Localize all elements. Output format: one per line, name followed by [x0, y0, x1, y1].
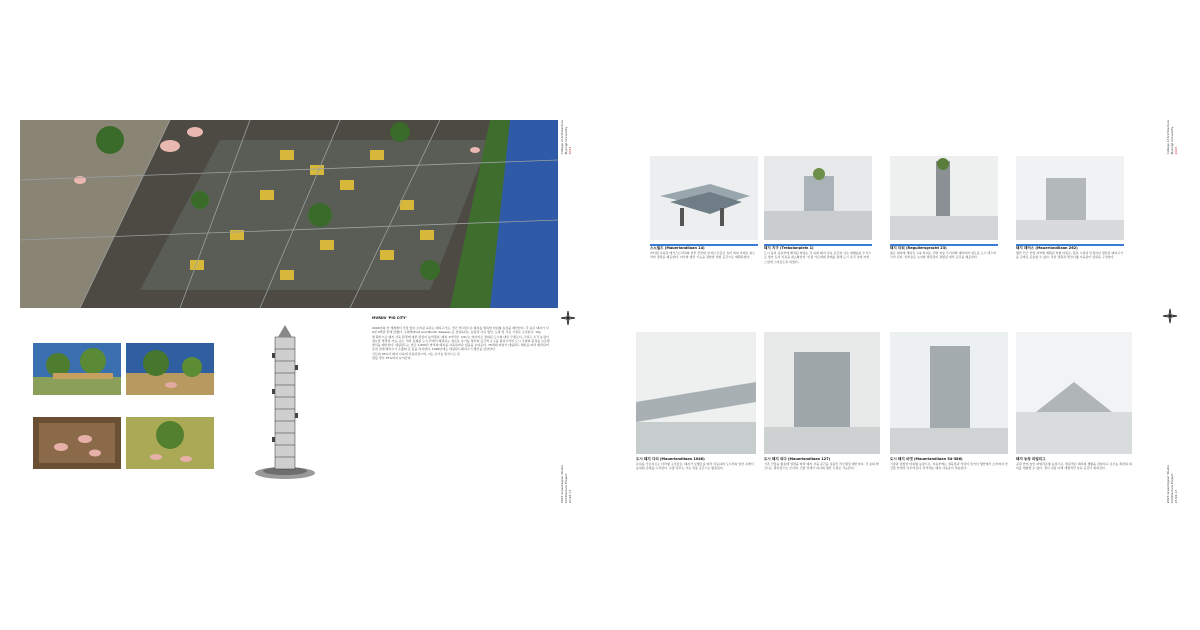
caption-title: 스노월드 (Mauerlandilaan 14): [650, 246, 705, 250]
caption-body: 좁은 대지에 세워진 고층 타워는 주변 저층 주거지와 대비되며 새로운 도시 랜드마크가 된다. 상부층은 녹지와 방목장이 결합된 외부 공간을 제공한다.: [890, 251, 997, 260]
render-pig-tower: [890, 156, 998, 240]
caption-body: 버티컬 사육장 메가스트럭처의 상부 전망대 겸 레스토랑은 유리 외피 아래로 파노라마 경관을 제공한다. 여가와 생산 기능을 결합한 복합 공간으로 계획되었다.: [650, 251, 756, 260]
right-footer: [1166, 465, 1178, 503]
header-university: Myongji University: [564, 126, 568, 155]
thumbnail-pig-field: [126, 417, 214, 469]
caption-urban-pig-bridge: [636, 457, 756, 471]
header-university: Myongji University: [1170, 126, 1174, 155]
thumbnail-pig-pen: [33, 417, 121, 469]
caption-body: 도시 블록 중심부에 배치된 타워는 각 층의 돼지 사육 공간과 사료 재배층을 수직으로 쌓아 토지 이용을 최소화한다. 인접 가로와의 관계를 통해 도시 조직 속에 자연스럽게 스며들도록 하였다.: [764, 251, 872, 264]
article-column-1: 2000년의 한 세계에서 가장 많이 소비된 육류는 돼지고기로, 연간 약 9천 4백만 톤에 달했다. 구제역(Foot and Mouth disease) 등 전염병 확산으로 돼지 사육 환경에 대한 관심이 높아졌다. 돼지 1마리당 필요한 면적과 사료, 분뇨 처리 문제를 도시 안에서 해결하는 새로운 방식을 제안한다. 네덜란드는 연간 1,650만 마리의 돼지를 사육하며, 유럽 전체 돼지고기 수출의 큰 몫을 차지한다. 1999년에는 네덜란드 국토의 35%가 돼지 사육에 사용되었으며, 이는 유기농 방식으로 전환될 경우 75%까지 늘어난다.: [372, 326, 462, 361]
render-urban-pig-bridge: [636, 332, 756, 454]
caption-highlight: [764, 244, 872, 246]
left-footer: [560, 465, 572, 503]
footer-studio: 2023 Grasshopper Studio: [560, 465, 564, 504]
footer-date: 23.02.17: [568, 489, 572, 504]
render-pig-palace: [1016, 156, 1124, 240]
render-urban-pig-market: [890, 332, 1008, 454]
render-urban-pig-building: [764, 332, 880, 454]
header-year: 2023: [568, 146, 572, 155]
school-logo-icon: [560, 310, 576, 326]
caption-urban-pig-building: [764, 457, 880, 471]
caption-highlight: [650, 244, 758, 246]
caption-title: 도시 돼지 되다 (Mauerlandilaan 127): [764, 457, 831, 461]
caption-pig-district: [764, 244, 872, 264]
caption-title: 돼지 패러스 (Mauerlandilaan 262): [1016, 246, 1078, 250]
footer-title: Architecture Project: [1170, 473, 1174, 504]
header-school: College of Architecture: [560, 120, 564, 155]
footer-title: Architecture Project: [564, 473, 568, 504]
caption-snow-world: [650, 244, 758, 260]
article-column-2: 그럼으로 돼지를 방목할 타워형 농장을 제안한다. 각 층은 돼지가 사육되는 농장과 사료 생산, 도축 및 가공 시설로 구성된다. 'Pig City'는 데이터로 정의된 도시의 대안 모델로서, 고밀도 수직 농장이 유기농 축산의 공간적 요구를 충족시키며 도시 주변의 풍경을 보존할 수 있음을 보여준다. 76개의 타워가 네덜란드 해안을 따라 배치되어 돼지고기 생산을 담당한다.: [461, 326, 550, 352]
header-school: College of Architecture: [1166, 120, 1170, 155]
caption-title: 도시 돼지 다리 (Mauerlandilaan 1046): [636, 457, 705, 461]
hero-aerial-image: [20, 120, 558, 308]
caption-pig-farm-pavilion: [1016, 457, 1132, 471]
caption-highlight: [890, 244, 998, 246]
pig-city-aerial-render: [20, 120, 558, 308]
header-year: 2023: [1174, 146, 1178, 155]
thumbnail-pig-tree-1: [33, 343, 121, 395]
caption-body: 공원 안에 놓인 파빌리온형 농장으로, 방문객은 돼지의 생활을 관찰하고 유기농 축산의 의미를 체험할 수 있다. 경사 지붕 아래 개방적인 사육 공간이 펼쳐진다.: [1016, 462, 1132, 471]
caption-body: 기존 건물을 활용해 입면을 따라 돼지 사육 공간을 덧붙인 리모델링 제안이다. 각 층의 발코니는 방목장으로 쓰이며, 건물 전체가 하나의 생산 시설로 기능한다.: [764, 462, 879, 471]
caption-highlight: [1016, 244, 1124, 246]
caption-body: 항만 인근 산업 지역에 계획된 복합 타워로, 물류 시설과 인접하여 생산된 돼지고기를 곧바로 운송할 수 있다. 옥상 정원과 발코니형 사육장이 입면을 구성한다.: [1016, 251, 1124, 260]
caption-title: 돼지 타워 (Reguliersgracht 23): [890, 246, 947, 250]
article-title: MVRDV 'PIG CITY': [372, 316, 407, 320]
caption-body: 운하를 가로지르는 다리형 구조물로, 돼지가 보행로를 따라 이동하며 도시민의 일상 속에서 농업의 존재를 드러낸다. 교량 하부는 사료 저장 공간으로 활용된다.: [636, 462, 754, 471]
render-pig-district: [764, 156, 872, 240]
caption-title: 도시 돼지 마켓 (Mauerlandilaan 54-386): [890, 457, 963, 461]
render-snow-world: [650, 156, 758, 240]
left-header: [560, 120, 572, 154]
caption-body: 시장과 결합한 타워형 농장으로, 저층부에는 정육점과 식당이 들어서 생산에서 소비까지 한 건물 안에서 이루어진다. 상부에는 돼지 사육층이 적층된다.: [890, 462, 1008, 471]
render-pig-farm-pavilion: [1016, 332, 1132, 454]
right-header: [1166, 120, 1178, 154]
caption-title: 돼지 지구 (Trebolanplein 1): [764, 246, 814, 250]
pig-tower-diagram: [250, 325, 320, 485]
left-page: [20, 120, 580, 530]
caption-title: 돼지 농장 파빌리그: [1016, 457, 1046, 461]
footer-date: 23.02.17: [1174, 489, 1178, 504]
thumbnail-pig-tree-2: [126, 343, 214, 395]
footer-studio: 2023 Grasshopper Studio: [1166, 465, 1170, 504]
caption-pig-tower: [890, 244, 998, 260]
right-page: [636, 120, 1180, 530]
school-logo-icon: [1162, 308, 1178, 324]
caption-pig-palace: [1016, 244, 1124, 260]
caption-urban-pig-market: [890, 457, 1008, 471]
